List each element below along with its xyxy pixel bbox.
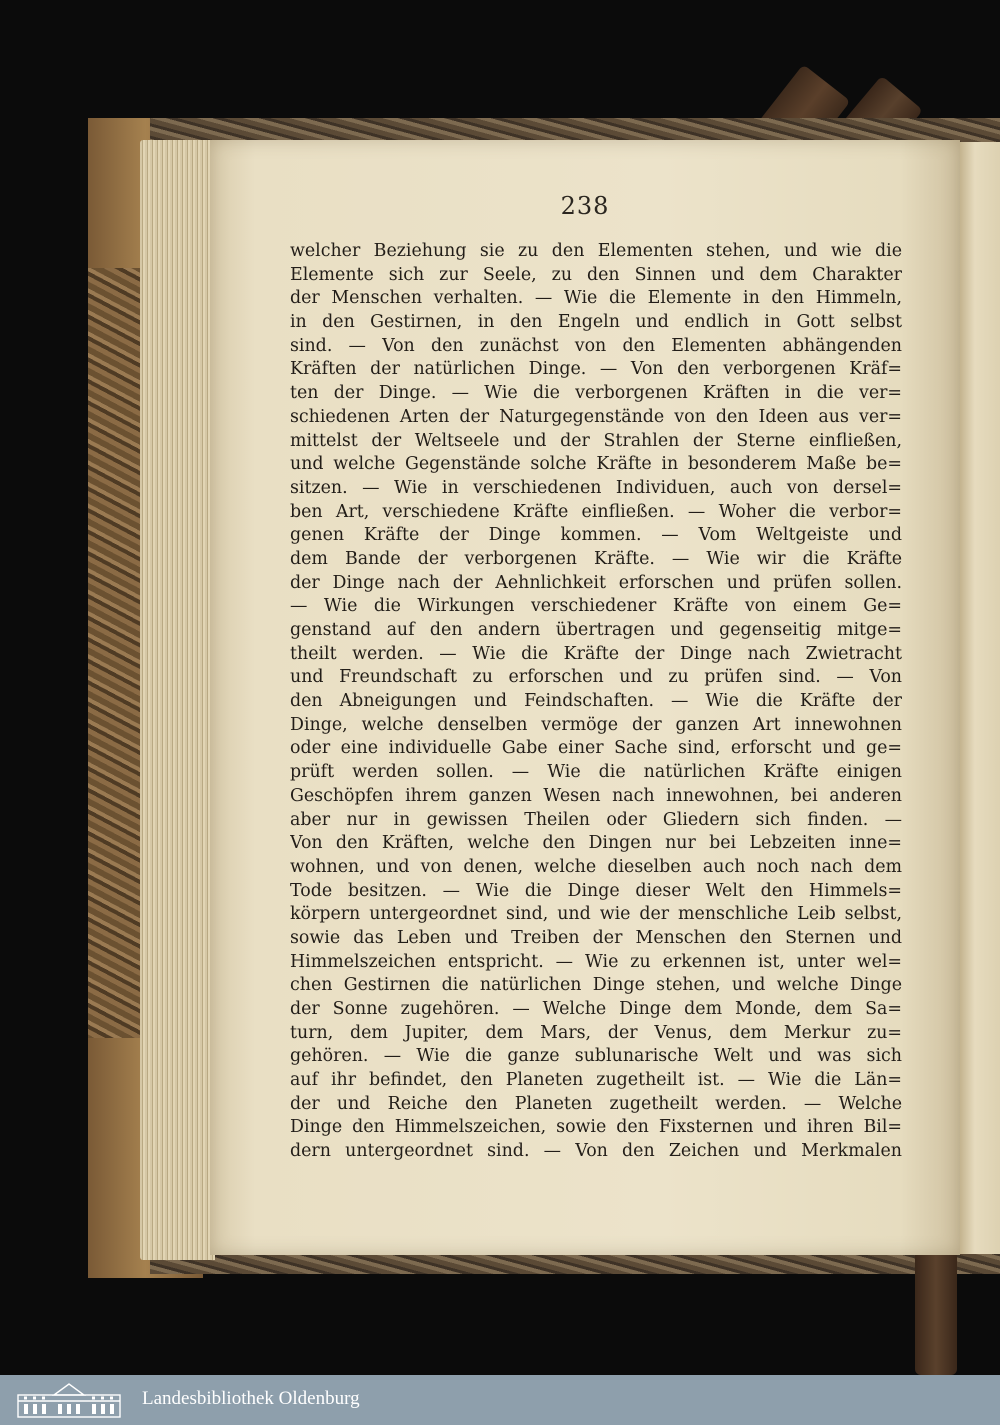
ribbon-bookmark	[915, 1250, 957, 1375]
text-line: ten der Dinge. — Wie die verborgenen Kräften in die ver=	[290, 383, 902, 404]
text-line: dem Bande der verborgenen Kräfte. — Wie wir die Kräfte	[290, 548, 902, 569]
text-line: der Sonne zugehören. — Welche Dinge dem Monde, dem Sa=	[290, 999, 902, 1019]
text-line: prüft werden sollen. — Wie die natürlichen Kräfte einigen	[290, 762, 902, 783]
text-line: oder eine individuelle Gabe einer Sache sind, erforscht und ge=	[290, 738, 902, 759]
text-line: sowie das Leben und Treiben der Menschen den Sternen und	[290, 927, 902, 948]
text-line: theilt werden. — Wie die Kräfte der Dinge nach Zwietracht	[290, 643, 902, 664]
text-line: Geschöpfen ihrem ganzen Wesen nach innewohnen, bei anderen	[290, 785, 902, 806]
text-line: körpern untergeordnet sind, und wie der menschliche Leib selbst,	[290, 904, 902, 925]
text-line: den Abneigungen und Feindschaften. — Wie die Kräfte der	[290, 691, 902, 712]
text-line: sind. — Von den zunächst von den Elementen abhängenden	[290, 335, 902, 356]
text-line: Tode besitzen. — Wie die Dinge dieser Welt den Himmels=	[290, 880, 902, 901]
text-line: gehören. — Wie die ganze sublunarische Welt und was sich	[290, 1046, 902, 1067]
library-name: Landesbibliothek Oldenburg	[142, 1388, 360, 1409]
next-page-edge	[958, 142, 1000, 1254]
text-line: turn, dem Jupiter, dem Mars, der Venus, dem Merkur zu=	[290, 1022, 902, 1043]
text-line: welcher Beziehung sie zu den Elementen stehen, und wie die	[290, 241, 902, 261]
text-line: Dinge den Himmelszeichen, sowie den Fixsternen und ihren Bil=	[290, 1117, 902, 1138]
text-line: und welche Gegenstände solche Kräfte in besonderem Maße be=	[290, 454, 902, 475]
text-line: Elemente sich zur Seele, zu den Sinnen und dem Charakter	[290, 264, 902, 285]
text-line: und Freundschaft zu erforschen und zu prüfen sind. — Von	[290, 667, 902, 688]
text-line: mittelst der Weltseele und der Strahlen der Sterne einfließen,	[290, 430, 902, 451]
text-line: — Wie die Wirkungen verschiedener Kräfte von einem Ge=	[290, 596, 902, 617]
text-line: wohnen, und von denen, welche dieselben auch noch nach dem	[290, 856, 902, 877]
library-building-icon	[14, 1381, 124, 1419]
text-line: Von den Kräften, welche den Dingen nur bei Lebzeiten inne=	[290, 833, 902, 854]
text-line: Himmelszeichen entspricht. — Wie zu erkennen ist, unter wel=	[290, 951, 902, 972]
text-line: der und Reiche den Planeten zugetheilt werden. — Welche	[290, 1093, 902, 1114]
text-line: in den Gestirnen, in den Engeln und endlich in Gott selbst	[290, 312, 902, 333]
book-page	[210, 140, 960, 1255]
page-text	[290, 240, 902, 1164]
text-line: genen Kräfte der Dinge kommen. — Vom Weltgeiste und	[290, 525, 902, 546]
text-line: der Dinge nach der Aehnlichkeit erforschen und prüfen sollen.	[290, 572, 902, 593]
page-number: 238	[560, 192, 610, 220]
text-line: sitzen. — Wie in verschiedenen Individuen, auch von dersel=	[290, 477, 902, 498]
text-line: Dinge, welche denselben vermöge der ganzen Art innewohnen	[290, 714, 902, 735]
text-line: dern untergeordnet sind. — Von den Zeichen und Merkmalen	[290, 1141, 902, 1162]
cover-edge-bottom	[150, 1252, 1000, 1274]
page-edges	[140, 140, 215, 1260]
text-line: schiedenen Arten der Naturgegenstände von den Ideen aus ver=	[290, 406, 902, 427]
text-line: chen Gestirnen die natürlichen Dinge stehen, und welche Dinge	[290, 975, 902, 996]
footer-bar	[0, 1375, 1000, 1425]
text-line: Kräften der natürlichen Dinge. — Von den verborgenen Kräf=	[290, 359, 902, 380]
text-line: ben Art, verschiedene Kräfte einfließen. — Woher die verbor=	[290, 501, 902, 522]
text-line: auf ihr befindet, den Planeten zugetheilt ist. — Wie die Län=	[290, 1070, 902, 1091]
text-line: genstand auf den andern übertragen und gegenseitig mitge=	[290, 620, 902, 640]
text-line: der Menschen verhalten. — Wie die Elemente in den Himmeln,	[290, 288, 902, 309]
text-line: aber nur in gewissen Theilen oder Gliedern sich finden. —	[290, 809, 902, 830]
